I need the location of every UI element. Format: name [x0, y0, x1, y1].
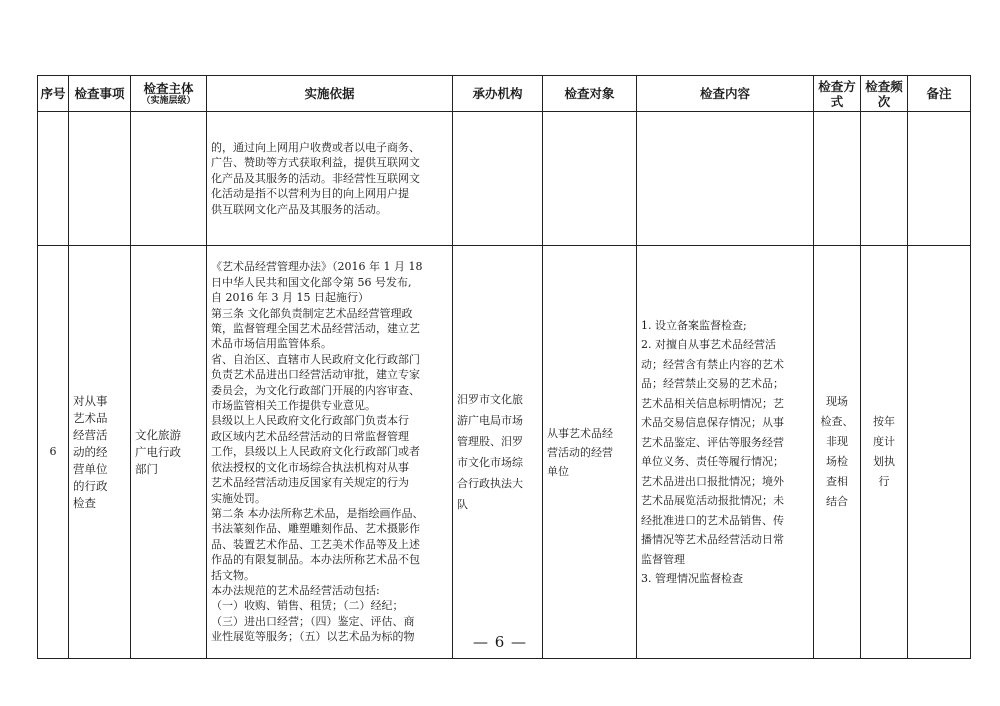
header-content: 检查内容: [637, 76, 814, 112]
header-note: 备注: [908, 76, 971, 112]
inspection-table: [37, 75, 971, 659]
header-freq: 检查频次: [861, 76, 908, 112]
page-number: — 6 —: [472, 633, 528, 651]
cell-empty: [453, 112, 543, 246]
cell-empty: [814, 112, 861, 246]
header-method: 检查方式: [814, 76, 861, 112]
cell-empty: [69, 112, 131, 246]
header-item: 检查事项: [69, 76, 131, 112]
header-subject: [131, 76, 207, 112]
header-row: [38, 76, 971, 112]
cell-org: 汨罗市文化旅 游广电局市场 管理股、汨罗 市文化市场综 合行政执法大 队: [453, 246, 543, 659]
cell-empty: [637, 112, 814, 246]
header-seq: 序号: [38, 76, 69, 112]
table-row-continued: [38, 112, 971, 246]
header-basis: 实施依据: [207, 76, 453, 112]
cell-basis-continued: 的，通过向上网用户收费或者以电子商务、 广告、赞助等方式获取利益，提供互联网文 化产品及其服务的活动。非经营性互联网文 化活动是指不以营利为目的向上网用户提 供互联网文化产品及其服务的活动。: [207, 112, 453, 246]
cell-target: 从事艺术品经 营活动的经营 单位: [543, 246, 637, 659]
header-org: 承办机构: [453, 76, 543, 112]
cell-basis: 《艺术品经营管理办法》（2016 年 1 月 18 日中华人民共和国文化部令第 56 号发布, 自 2016 年 3 月 15 日起施行） 第三条 文化部负责制定艺术品经营管理政 策，监督管理全国艺术品经营活动，建立艺 术品市场信用监管体系。 省、自治区、直辖市人民政府文化行政部门 负责艺术品进出口经营活动审批，建立专家 委员会，为文化行政部门开展的内容审查、 市场监管相关工作提供专业意见。 县级以上人民政府文化行政部门负责本行 政区域内艺术品经营活动的日常监督管理 工作，县级以上人民政府文化行政部门或者 依法授权的文化市场综合执法机构对从事 艺术品经营活动违反国家有关规定的行为 实施处罚。 第二条 本办法所称艺术品，是指绘画作品、 书法篆刻作品、雕塑雕刻作品、艺术摄影作 品、装置艺术作品、工艺美术作品等及上述 作品的有限复制品。本办法所称艺术品不包 括文物。 本办法规范的艺术品经营活动包括: （一）收购、销售、租赁；（二）经纪； （三）进出口经营；（四）鉴定、评估、商 业性展览等服务；（五）以艺术品为标的物: [207, 246, 453, 659]
header-subject-sub: （实施层级）: [141, 95, 196, 106]
header-subject-label: 检查主体: [143, 80, 194, 96]
cell-freq: 按年 度计 划执 行: [861, 246, 908, 659]
cell-empty: [38, 112, 69, 246]
cell-note: [908, 246, 971, 659]
cell-empty: [861, 112, 908, 246]
header-target: 检查对象: [543, 76, 637, 112]
cell-empty: [131, 112, 207, 246]
cell-item: 对从事 艺术品 经营活 动的经 营单位 的行政 检查: [69, 246, 131, 659]
cell-subject: 文化旅游 广电行政 部门: [131, 246, 207, 659]
cell-content: 1. 设立备案监督检查; 2. 对擅自从事艺术品经营活 动；经营含有禁止内容的艺术 品；经营禁止交易的艺术品； 艺术品相关信息标明情况；艺 术品交易信息保存情况；从事 艺术品鉴定、评估等服务经营 单位义务、责任等履行情况； 艺术品进出口报批情况；境外 艺术品展览活动报批情况；未 经批准进口的艺术品销售、传 播情况等艺术品经营活动日常 监督管理 3. 管理情况监督检查: [637, 246, 814, 659]
cell-seq: 6: [38, 246, 69, 659]
cell-empty: [543, 112, 637, 246]
table-row-6: [38, 246, 971, 659]
cell-method: 现场 检查、 非现 场检 查相 结合: [814, 246, 861, 659]
cell-empty: [908, 112, 971, 246]
